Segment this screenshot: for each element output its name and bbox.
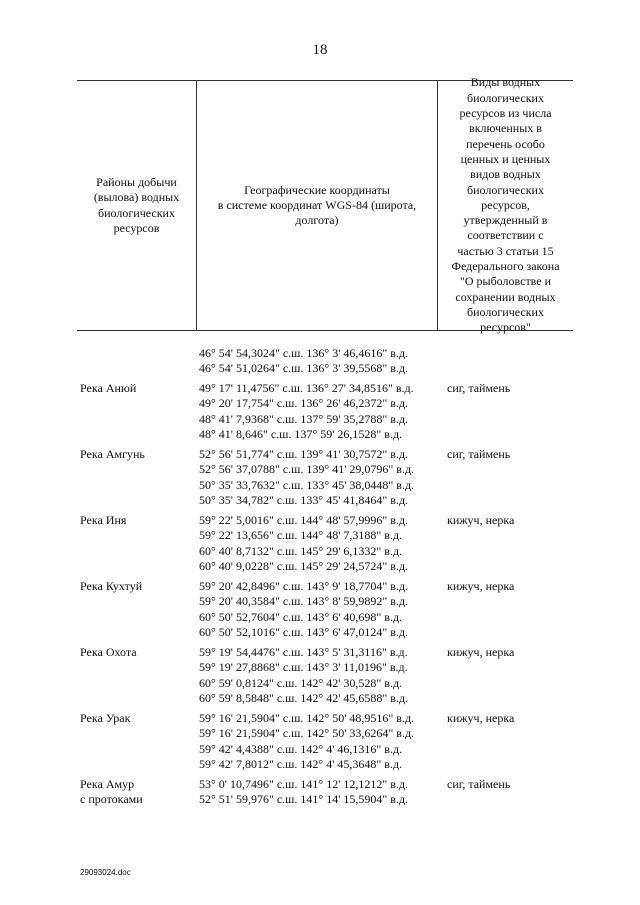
coordinate-line: 48° 41' 8,646" с.ш. 137° 59' 26,1528" в.д. xyxy=(199,427,403,442)
header-species-line: утвержденный в xyxy=(463,213,548,228)
coordinate-line: 46° 54' 51,0264" с.ш. 136° 3' 39,5568" в.д. xyxy=(199,361,409,376)
header-species-line: Виды водных xyxy=(470,75,541,90)
header-species-line: соответствии с xyxy=(467,228,544,243)
species-cell: кижуч, нерка xyxy=(447,513,515,527)
coordinates-cell xyxy=(199,777,439,808)
coordinates-cell xyxy=(199,579,439,641)
coordinate-line: 59° 20' 40,3584" с.ш. 143° 8' 59,9892" в.д. xyxy=(199,594,409,609)
species-cell: кижуч, нерка xyxy=(447,711,515,725)
header-regions-line: ресурсов xyxy=(113,220,160,235)
header-species-line: включенных в xyxy=(469,121,542,136)
region-name: Река Анюй xyxy=(80,381,137,395)
coordinate-line: 60° 59' 0,8124" с.ш. 142° 42' 30,528" в.д. xyxy=(199,675,403,690)
species-cell: кижуч, нерка xyxy=(447,645,515,659)
header-species-line: сохранении водных xyxy=(455,289,556,304)
species-cell: сиг, таймень xyxy=(447,381,511,395)
region-name: Река Кухтуй xyxy=(80,579,143,593)
header-coordinates xyxy=(197,80,437,331)
species-cell: сиг, таймень xyxy=(447,777,511,791)
header-regions-line: (вылова) водных xyxy=(93,190,180,205)
coordinate-line: 53° 0' 10,7496" с.ш. 141° 12' 12,1212" в.д. xyxy=(199,777,409,791)
header-coordinates-line: долгота) xyxy=(295,213,339,228)
header-species-line: ресурсов, xyxy=(481,197,530,212)
region-cell xyxy=(80,579,190,594)
coordinates-cell xyxy=(199,381,439,443)
page-number: 18 xyxy=(312,42,328,58)
coordinates-cell xyxy=(199,645,439,707)
header-coordinates-line: Географические координаты xyxy=(244,182,390,197)
coordinate-line: 60° 40' 8,7132" с.ш. 145° 29' 6,1332" в.д. xyxy=(199,543,403,558)
coordinate-line: 52° 56' 37,0788" с.ш. 139° 41' 29,0796" в.д. xyxy=(199,462,415,477)
coordinates-cell xyxy=(199,447,439,509)
header-regions xyxy=(77,80,196,331)
header-species-line: перечень особо xyxy=(466,136,545,151)
region-name: Река Амур xyxy=(80,777,135,791)
header-species-line: "О рыболовстве и xyxy=(459,274,552,289)
coordinate-line: 59° 42' 4,4388" с.ш. 142° 4' 46,1316" в.д. xyxy=(199,741,403,756)
header-species-line: частью 3 статьи 15 xyxy=(457,243,554,258)
header-regions-line: биологических xyxy=(98,205,175,220)
header-species-line: Федерального закона xyxy=(451,259,560,274)
coordinate-line: 49° 20' 17,754" с.ш. 136° 26' 46,2372" в.д. xyxy=(199,396,409,411)
coordinate-line: 52° 56' 51,774" с.ш. 139° 41' 30,7572" в.д. xyxy=(199,447,409,461)
region-cell xyxy=(80,381,190,396)
coordinate-line: 59° 22' 5,0016" с.ш. 144° 48' 57,9996" в.д. xyxy=(199,513,409,527)
coordinate-line: 59° 19' 54,4476" с.ш. 143° 5' 31,3116" в.д. xyxy=(199,645,408,659)
header-species-line: видов водных xyxy=(470,167,541,182)
coordinate-line: 59° 22' 13,656" с.ш. 144° 48' 7,3188" в.д. xyxy=(199,528,403,543)
coordinate-line: 46° 54' 54,3024" с.ш. 136° 3' 46,4616" в.д. xyxy=(199,346,409,360)
file-name-footer: 29093024.doc xyxy=(80,868,131,877)
coordinate-line: 49° 17' 11,4756" с.ш. 136° 27' 34,8516" в.д. xyxy=(199,381,414,395)
region-cell xyxy=(80,447,190,462)
coordinate-line: 59° 16' 21,5904" с.ш. 142° 50' 48,9516" в.д. xyxy=(199,711,415,725)
coordinate-line: 60° 50' 52,7604" с.ш. 143° 6' 40,698" в.д. xyxy=(199,609,403,624)
region-cell xyxy=(80,711,190,726)
coordinate-line: 50° 35' 34,782" с.ш. 133° 45' 41,8464" в.д. xyxy=(199,493,409,508)
region-cell xyxy=(80,645,190,660)
table-header xyxy=(77,75,573,335)
region-name: Река Иня xyxy=(80,513,127,527)
coordinate-line: 60° 50' 52,1016" с.ш. 143° 6' 47,0124" в.д. xyxy=(199,625,409,640)
header-species-line: ресурсов" xyxy=(480,320,531,335)
header-species-line: биологических xyxy=(467,182,544,197)
header-coordinates-line: в системе координат WGS-84 (широта, xyxy=(217,197,417,212)
coordinate-line: 59° 42' 7,8012" с.ш. 142° 4' 45,3648" в.д. xyxy=(199,757,403,772)
region-cell xyxy=(80,513,190,528)
coordinate-line: 59° 19' 27,8868" с.ш. 143° 3' 11,0196" в.д. xyxy=(199,660,408,675)
coordinate-line: 60° 59' 8,5848" с.ш. 142° 42' 45,6588" в.д. xyxy=(199,691,409,706)
coordinate-line: 59° 16' 21,5904" с.ш. 142° 50' 33,6264" в.д. xyxy=(199,726,415,741)
coordinate-line: 59° 20' 42,8496" с.ш. 143° 9' 18,7704" в.д. xyxy=(199,579,409,593)
region-name: Река Охота xyxy=(80,645,137,659)
region-name: с протоками xyxy=(80,792,143,807)
coordinate-line: 48° 41' 7,9368" с.ш. 137° 59' 35,2788" в.д. xyxy=(199,411,409,426)
header-species-line: биологических xyxy=(467,304,544,319)
header-species-line: ценных и ценных xyxy=(460,151,551,166)
species-cell: кижуч, нерка xyxy=(447,579,515,593)
header-species-line: ресурсов из числа xyxy=(459,106,552,121)
region-name: Река Урак xyxy=(80,711,131,725)
coordinate-line: 52° 51' 59,976" с.ш. 141° 14' 15,5904" в.д. xyxy=(199,792,409,807)
coordinates-cell xyxy=(199,513,439,575)
header-regions-line: Районы добычи xyxy=(96,174,177,189)
header-species xyxy=(438,75,573,335)
region-name: Река Амгунь xyxy=(80,447,145,461)
coordinate-line: 50° 35' 33,7632" с.ш. 133° 45' 38,0448" в.д. xyxy=(199,477,415,492)
species-cell: сиг, таймень xyxy=(447,447,511,461)
header-species-line: биологических xyxy=(467,90,544,105)
region-cell xyxy=(80,777,190,808)
coordinates-cell xyxy=(199,346,439,377)
coordinate-line: 60° 40' 9,0228" с.ш. 145° 29' 24,5724" в.д. xyxy=(199,559,409,574)
coordinates-cell xyxy=(199,711,439,773)
